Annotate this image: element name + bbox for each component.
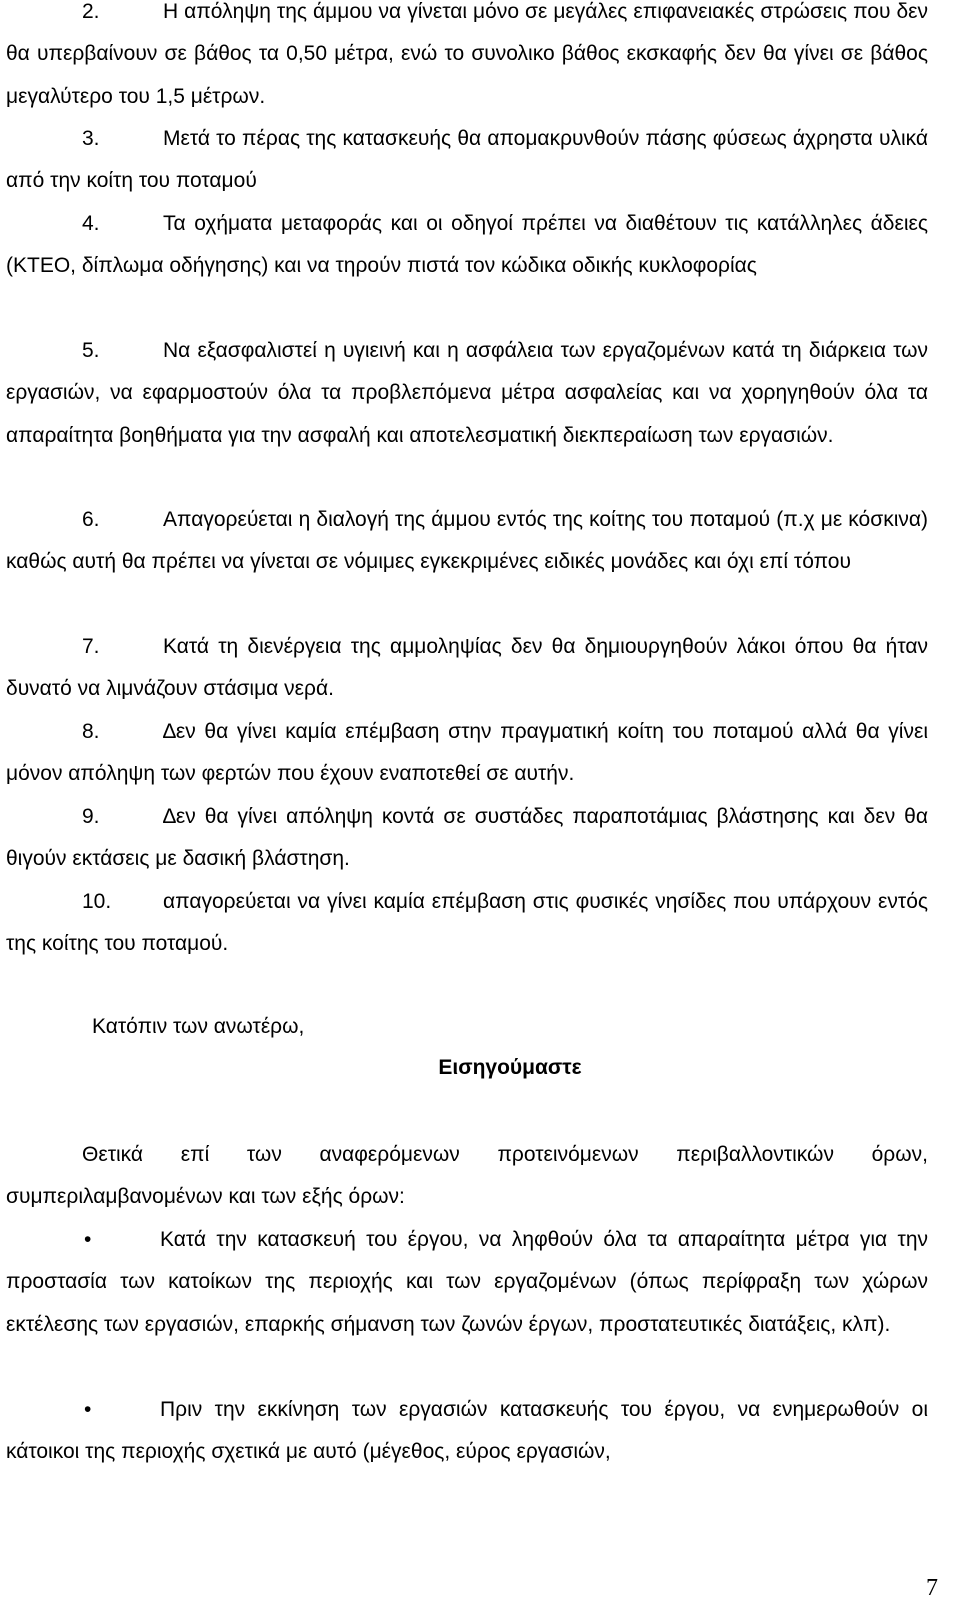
bullet-icon: • <box>84 1228 92 1251</box>
item-text: απαγορεύεται να γίνει καμία επέμβαση στις φυσικές νησίδες που υπάρχουν εντός της κοίτης του ποταμού. <box>6 890 928 956</box>
bullet-text: Κατά την κατασκευή του έργου, να ληφθούν όλα τα απαραίτητα μέτρα για την προστασία των κατοίκων της περιοχής και των εργαζομένων (όπως περίφραξη των χώρων εκτέλεσης των εργασιών, επαρκής σήμανση των ζωνών έργων, προστατευτικές διατάξεις, κλπ). <box>6 1228 928 1336</box>
list-item <box>6 881 928 966</box>
item-text: Να εξασφαλιστεί η υγιεινή και η ασφάλεια των εργαζομένων κατά τη διάρκεια των εργασιών, να εφαρμοστούν όλα τα προβλεπόμενα μέτρα ασφαλείας και να χορηγηθούν όλα τα απαραίτητα βοηθήματα για την ασφαλή και αποτελεσματική διεκπεραίωση των εργασιών. <box>6 339 928 447</box>
bullet-text: Πριν την εκκίνηση των εργασιών κατασκευής του έργου, να ενημερωθούν οι κάτοικοι της περιοχής σχετικά με αυτό (μέγεθος, εύρος εργασιών, <box>6 1398 928 1464</box>
closing-phrase: Κατόπιν των ανωτέρω, <box>92 1015 305 1038</box>
item-text: Μετά το πέρας της κατασκευής θα απομακρυνθούν πάσης φύσεως άχρηστα υλικά από την κοίτη του ποταμού <box>6 127 928 193</box>
item-number: 4. <box>82 212 100 235</box>
list-item <box>6 796 928 881</box>
list-item <box>6 118 928 203</box>
item-text: Τα οχήματα μεταφοράς και οι οδηγοί πρέπει να διαθέτουν τις κατάλληλες άδειες (ΚΤΕΟ, δίπλωμα οδήγησης) και να τηρούν πιστά τον κώδικα οδικής κυκλοφορίας <box>6 212 928 278</box>
list-item <box>6 626 928 711</box>
item-number: 6. <box>82 508 100 531</box>
page-number: 7 <box>926 1575 938 1601</box>
item-text: Κατά τη διενέργεια της αμμοληψίας δεν θα δημιουργηθούν λάκοι όπου θα ήταν δυνατό να λιμνάζουν στάσιμα νερά. <box>6 635 928 701</box>
item-number: 2. <box>82 0 100 23</box>
list-item <box>6 0 928 118</box>
list-item <box>6 711 928 796</box>
item-text: Απαγορεύεται η διαλογή της άμμου εντός της κοίτης του ποταμού (π.χ με κόσκινα) καθώς αυτή θα πρέπει να γίνεται σε νόμιμες εγκεκριμένες ειδικές μονάδες και όχι επί τόπου <box>6 508 928 574</box>
bullet-item <box>6 1219 928 1346</box>
item-text: Η απόληψη της άμμου να γίνεται μόνο σε μεγάλες επιφανειακές στρώσεις που δεν θα υπερβαίνουν σε βάθος τα 0,50 μέτρα, ενώ το συνολικο βάθος εκσκαφής δεν θα γίνει σε βάθος μεγαλύτερο του 1,5 μέτρων. <box>6 0 928 108</box>
item-number: 9. <box>82 805 100 828</box>
item-number: 7. <box>82 635 100 658</box>
list-item <box>6 499 928 584</box>
item-number: 10. <box>82 890 112 913</box>
intro-paragraph: Θετικά επί των αναφερόμενων προτεινόμενων περιβαλλοντικών όρων, συμπεριλαμβανομένων και των εξής όρων: <box>6 1143 928 1209</box>
item-number: 5. <box>82 339 100 362</box>
item-number: 8. <box>82 720 100 743</box>
bullet-item <box>6 1389 928 1474</box>
bullet-icon: • <box>84 1398 92 1421</box>
item-number: 3. <box>82 127 100 150</box>
section-heading: Εισηγούμαστε <box>438 1056 582 1079</box>
list-item <box>6 330 928 457</box>
item-text: ∆εν θα γίνει καμία επέμβαση στην πραγματική κοίτη του ποταμού αλλά θα γίνει μόνον απόληψη των φερτών που έχουν εναποτεθεί σε αυτήν. <box>6 720 928 786</box>
item-text: ∆εν θα γίνει απόληψη κοντά σε συστάδες παραποτάμιας βλάστησης και δεν θα θιγούν εκτάσεις με δασική βλάστηση. <box>6 805 928 871</box>
list-item <box>6 203 928 288</box>
